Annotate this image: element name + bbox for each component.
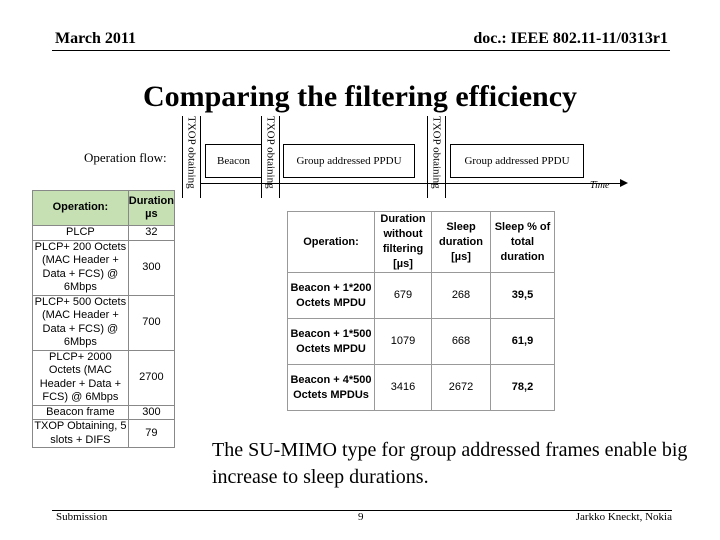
summary-text: The SU-MIMO type for group addressed frames enable big increase to sleep durations. [212, 439, 688, 488]
table-row [288, 273, 555, 319]
table-cell: 3416 [375, 365, 432, 411]
table-row [33, 240, 175, 295]
flow-beacon-block [205, 144, 262, 178]
table-cell: 668 [432, 319, 491, 365]
table-cell: PLCP+ 2000 Octets (MAC Header + Data + FCS) @ 6Mbps [33, 350, 129, 405]
flow-txop-block-3 [427, 116, 446, 198]
table-cell: 78,2 [491, 365, 555, 411]
table-cell: 300 [128, 240, 174, 295]
table-cell: 300 [128, 405, 174, 420]
table-row [33, 295, 175, 350]
table-cell: 700 [128, 295, 174, 350]
table-row [288, 365, 555, 411]
table-cell: 268 [432, 273, 491, 319]
duration-table-header-operation: Operation: [33, 191, 129, 226]
table-row [33, 350, 175, 405]
header-divider [52, 50, 670, 51]
sleep-table-header-duration: Duration without filtering [µs] [375, 212, 432, 273]
table-cell: 79 [128, 420, 174, 448]
flow-ppdu-label-1: Group addressed PPDU [296, 155, 402, 167]
footer-author: Jarkko Kneckt, Nokia [575, 511, 672, 523]
sleep-table [287, 211, 555, 411]
header-date: March 2011 [55, 30, 137, 47]
time-arrow-icon [620, 179, 628, 187]
page-number: 9 [358, 511, 364, 523]
operation-flow-label: Operation flow: [84, 150, 167, 165]
flow-ppdu-block-2 [450, 144, 584, 178]
flow-beacon-label: Beacon [217, 155, 250, 167]
flow-txop-label-2: TXOP obtaining [264, 116, 277, 189]
sleep-table-header-sleep: Sleep duration [µs] [432, 212, 491, 273]
table-row [288, 319, 555, 365]
table-cell: PLCP+ 200 Octets (MAC Header + Data + FCS) @ 6Mbps [33, 240, 129, 295]
header-doc-id: doc.: IEEE 802.11-11/0313r1 [473, 30, 668, 47]
flow-txop-block-2 [261, 116, 280, 198]
flow-txop-block-1 [182, 116, 201, 198]
table-cell: 679 [375, 273, 432, 319]
table-row [33, 226, 175, 241]
table-cell: 2700 [128, 350, 174, 405]
flow-ppdu-block-1 [283, 144, 415, 178]
sleep-table-header-operation: Operation: [288, 212, 375, 273]
time-axis-line [200, 183, 625, 184]
table-cell: PLCP+ 500 Octets (MAC Header + Data + FCS) @ 6Mbps [33, 295, 129, 350]
duration-table-header-duration: Duration µs [128, 191, 174, 226]
footer-submission: Submission [56, 511, 108, 523]
table-cell: TXOP Obtaining, 5 slots + DIFS [34, 420, 127, 446]
table-cell: 61,9 [491, 319, 555, 365]
duration-table [32, 190, 175, 448]
table-cell: Beacon + 1*200 Octets MPDU [288, 273, 375, 319]
table-cell: 32 [128, 226, 174, 241]
table-row [33, 420, 175, 448]
table-cell: Beacon + 1*500 Octets MPDU [288, 319, 375, 365]
table-cell: 39,5 [491, 273, 555, 319]
table-row [33, 405, 175, 420]
sleep-table-header-sleep-pct: Sleep % of total duration [491, 212, 555, 273]
flow-txop-label-1: TXOP obtaining [185, 116, 198, 189]
time-axis-label: Time [590, 180, 610, 191]
table-cell: Beacon + 4*500 Octets MPDUs [288, 365, 375, 411]
table-cell: 1079 [375, 319, 432, 365]
flow-txop-label-3: TXOP obtaining [430, 116, 443, 189]
table-cell: PLCP [33, 226, 129, 241]
slide-title: Comparing the filtering efficiency [142, 80, 578, 113]
table-cell: 2672 [432, 365, 491, 411]
flow-ppdu-label-2: Group addressed PPDU [464, 155, 570, 167]
table-cell: Beacon frame [33, 405, 129, 420]
